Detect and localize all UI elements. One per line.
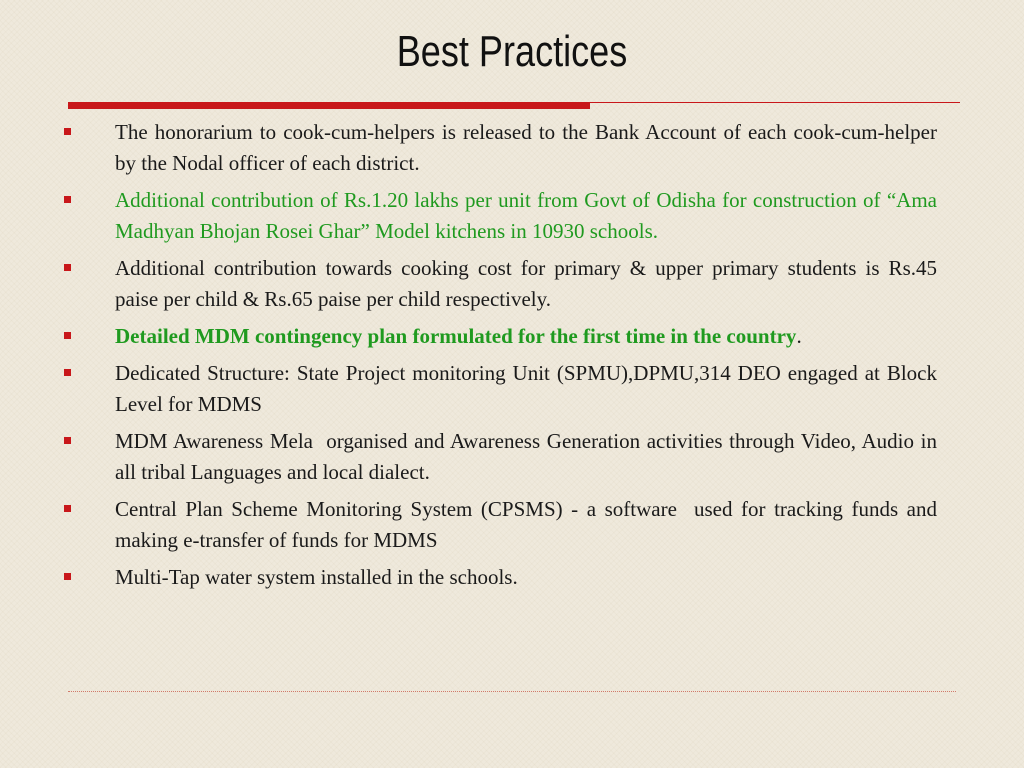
bullet-item: [0, 117, 937, 179]
bullet-item: [0, 253, 937, 315]
bullet-text: Central Plan Scheme Monitoring System (CPSMS) - a software used for tracking funds and making e-transfer of funds for MDMS: [115, 497, 943, 552]
title-underline-thick: [68, 102, 590, 109]
bullet-text: Additional contribution of Rs.1.20 lakhs per unit from Govt of Odisha for construction of “Ama Madhyan Bhojan Rosei Ghar” Model kitchens in 10930 schools.: [115, 188, 937, 243]
bullet-text: Detailed MDM contingency plan formulated for the first time in the country: [115, 324, 797, 348]
bullet-item: [0, 185, 937, 247]
bullet-text: Multi-Tap water system installed in the schools.: [115, 565, 518, 589]
square-bullet-icon: [64, 573, 71, 580]
bullet-text: Dedicated Structure: State Project monitoring Unit (SPMU),DPMU,314 DEO engaged at Block Level for MDMS: [115, 361, 937, 416]
bullet-list: [0, 117, 1024, 599]
square-bullet-icon: [64, 128, 71, 135]
bullet-item: [0, 426, 943, 488]
square-bullet-icon: [64, 437, 71, 444]
bullet-text: MDM Awareness Mela organised and Awareness Generation activities through Video, Audio in all tribal Languages and local dialect.: [115, 429, 943, 484]
bullet-item: [0, 358, 937, 420]
square-bullet-icon: [64, 332, 71, 339]
title-underline-thin: [590, 102, 960, 103]
square-bullet-icon: [64, 264, 71, 271]
bullet-text: Additional contribution towards cooking cost for primary & upper primary students is Rs.45 paise per child & Rs.65 paise per child respectively.: [115, 256, 937, 311]
footer-divider: [68, 691, 956, 692]
bullet-item: [0, 562, 937, 593]
square-bullet-icon: [64, 196, 71, 203]
square-bullet-icon: [64, 505, 71, 512]
bullet-text: The honorarium to cook-cum-helpers is released to the Bank Account of each cook-cum-helper by the Nodal officer of each district.: [115, 120, 937, 175]
bullet-suffix: .: [796, 324, 802, 348]
bullet-item: [0, 494, 943, 556]
bullet-item: [0, 321, 937, 352]
slide-title: Best Practices: [396, 27, 628, 76]
square-bullet-icon: [64, 369, 71, 376]
